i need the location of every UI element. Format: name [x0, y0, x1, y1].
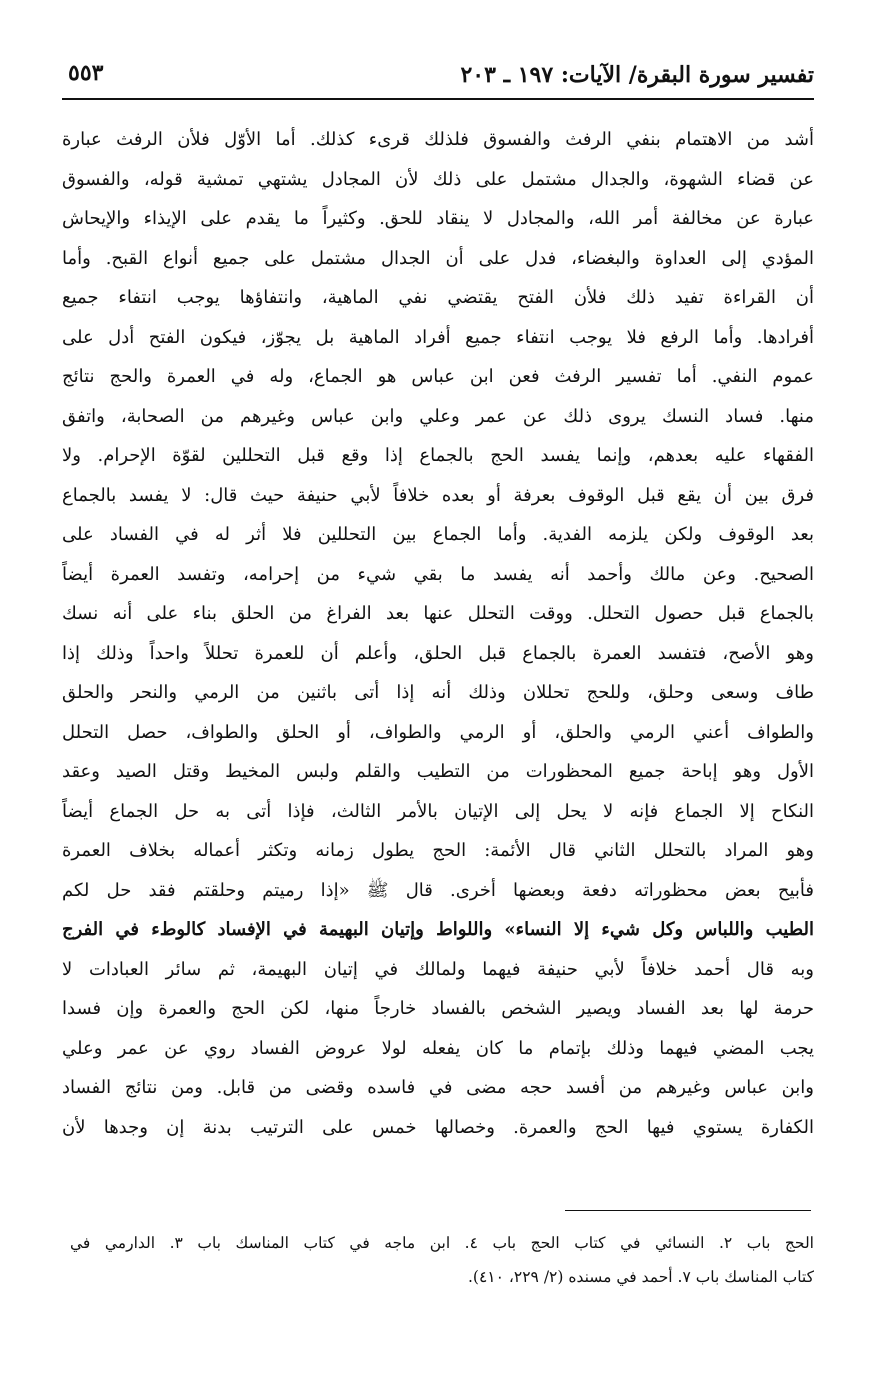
text-line: وبه قال أحمد خلافاً لأبي حنيفة فيهما ولمالك في إتيان البهيمة، ثم سائر العبادات لا — [62, 958, 814, 980]
text-line: الأول وهو إباحة جميع المحظورات من التطيب والقلم ولبس المخيط وقتل الصيد وعقد — [62, 761, 814, 782]
text-line: يجب المضي فيهما وذلك بإتمام ما كان يفعله لولا عروض الفساد روي عن عمر وعلي — [62, 1037, 814, 1059]
text-line: عموم النفي. أما تفسير الرفث فعن ابن عباس هو الجماع، وله في العمرة والحج نتائج — [62, 366, 814, 387]
text-line: الصحيح. وعن مالك وأحمد أنه يفسد ما بقي شيء من إحرامه، وتفسد العمرة أيضاً — [62, 563, 814, 585]
text-line: النكاح إلا الجماع فإنه لا يحل إلى الإتيان بالأمر الثالث، فإذا أتى به حل الجماع أيضاً — [62, 800, 814, 822]
text-line: عن قضاء الشهوة، والجدال مشتمل على ذلك لأن المجادل يشتهي تمشية قوله، والفسوق — [62, 168, 814, 190]
page-number: ٥٥٣ — [68, 60, 104, 86]
footnote-line: الحج باب ٢. النسائي في كتاب الحج باب ٤. ابن ماجه في كتاب المناسك باب ٣. الدارمي في — [70, 1234, 814, 1252]
hadith-line: فأبيح بعض محظوراته دفعة وبعضها أخرى. قال ﷺ «إذا رميتم وحلقتم فقد حل لكم — [62, 879, 814, 901]
text-line: طاف وسعى وحلق، وللحج تحللان وذلك أنه إذا أتى باثنين من الرمي والنحر والحلق — [62, 682, 814, 703]
text-line: أشد من الاهتمام بنفي الرفث والفسوق فلذلك قرىء كذلك. أما الأوّل فلأن الرفث عبارة — [62, 129, 814, 150]
text-line: والطواف أعني الرمي والحلق، أو الرمي والطواف، أو الحلق والطواف، حصل التحلل — [62, 721, 814, 743]
text-line: الفقهاء عليه بعدهم، وإنما يفسد الحج بالجماع إذا وقع قبل التحللين لقوّة الإحرام. ولا — [62, 445, 814, 466]
running-title: تفسير سورة البقرة/ الآيات: ١٩٧ ـ ٢٠٣ — [460, 62, 814, 88]
text-line: أن القراءة تفيد ذلك فلأن الفتح يقتضي نفي الماهية، وانتفاؤها يوجب انتفاء جميع — [62, 287, 814, 308]
text-line: وهو المراد بالتحلل الثاني قال الأئمة: الحج يطول زمانه وتكثر أعماله بخلاف العمرة — [62, 840, 814, 861]
footnotes — [70, 1226, 814, 1294]
footnote-divider — [565, 1210, 811, 1211]
text-line: وهو الأصح، فتفسد العمرة بالجماع قبل الحلق، وأعلم أن للعمرة تحللاً واحداً وذلك إذا — [62, 642, 814, 664]
text-line: وابن عباس وغيرهم من أفسد حجه مضى في فاسده وقضى من قابل. ومن نتائج الفساد — [62, 1077, 814, 1098]
text-line: منها. فساد النسك يروى ذلك عن عمر وعلي وابن عباس وغيرهم من الصحابة، واتفق — [62, 405, 814, 427]
text-line: المؤدي إلى العداوة والبغضاء، فدل على أن الجدال مشتمل على جميع أنواع القبح. وأما — [62, 247, 814, 269]
page-header — [62, 58, 814, 94]
main-text — [62, 120, 814, 1147]
text-line: عبارة عن مخالفة أمر الله، والمجادل لا ينقاد للحق. وكثيراً ما يقدم على الإيذاء والإيحاش — [62, 208, 814, 229]
text-line: بعد الوقوف ولكن يلزمه الفدية. وأما الجماع بين التحللين فلا أثر له في الفساد على — [62, 524, 814, 545]
text-line: الكفارة يستوي فيها الحج والعمرة. وخصالها خمس على الترتيب بدنة إن وجدها لأن — [62, 1116, 814, 1138]
text-line: حرمة لها بعد الفساد ويصير الشخص بالفساد خارجاً منها، لكن الحج والعمرة وإن فسدا — [62, 998, 814, 1019]
text-line: أفرادها. وأما الرفع فلا يوجب انتفاء جميع أفراد الماهية بل يجوّز، فيكون الفتح أدل على — [62, 326, 814, 348]
hadith-line: الطيب واللباس وكل شيء إلا النساء» واللواط وإتيان البهيمة في الإفساد كالوطء في الفرج — [62, 919, 814, 940]
text-line: بالجماع قبل حصول التحلل. ووقت التحلل عنها بعد الفراغ من الحلق بناء على أنه نسك — [62, 603, 814, 624]
footnote-line: كتاب المناسك باب ٧. أحمد في مسنده (٢/ ٢٢٩، ٤١٠). — [468, 1268, 814, 1286]
text-line: فرق بين أن يقع قبل الوقوف بعرفة أو بعده خلافاً لأبي حنيفة حيث قال: لا يفسد بالجماع — [62, 484, 814, 506]
header-divider — [62, 98, 814, 100]
